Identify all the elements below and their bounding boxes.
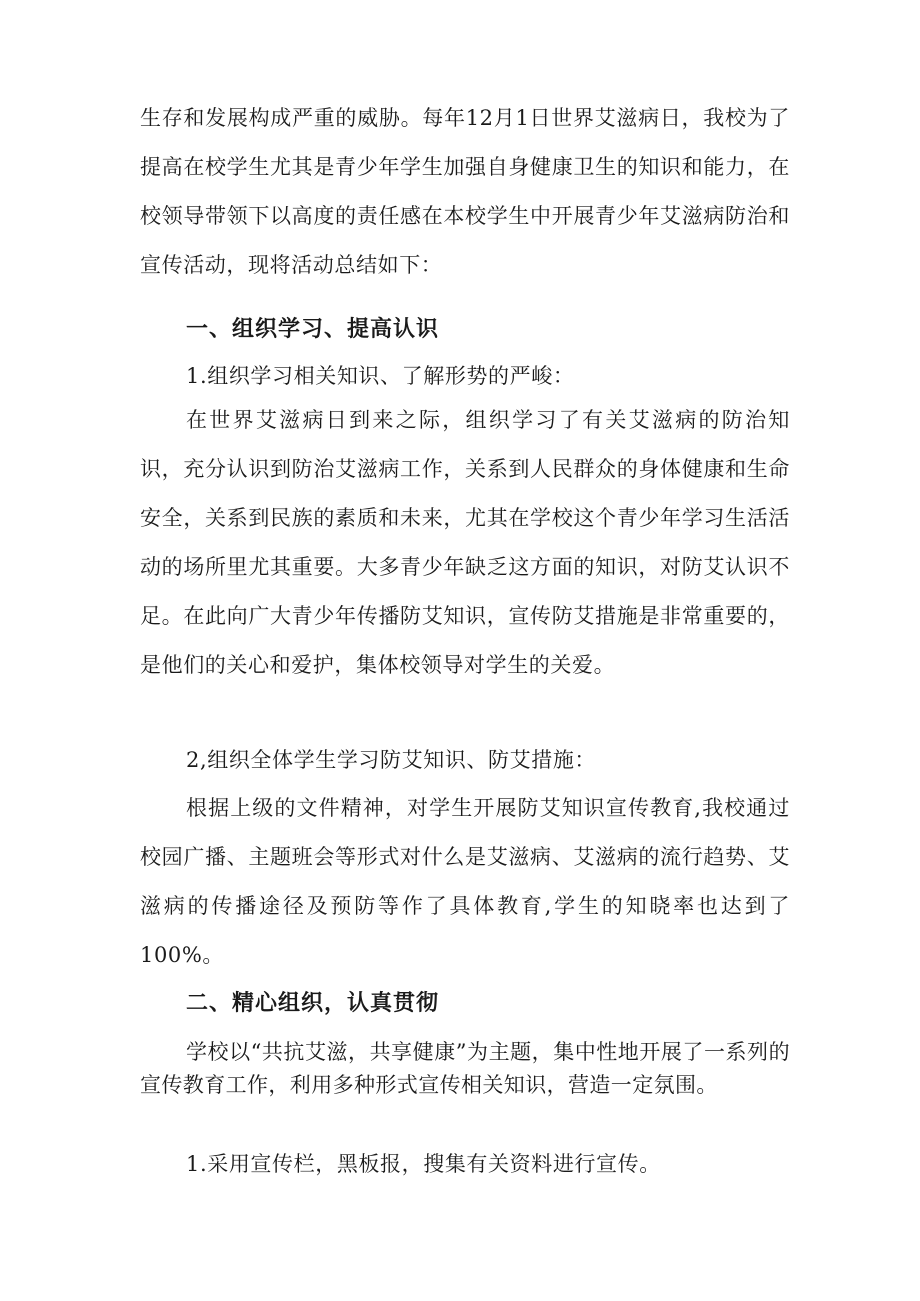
section-1-heading: 一、组织学习、提高认识 — [186, 317, 440, 342]
section-2-item-1: 1.采用宣传栏，黑板报，搜集有关资料进行宣传。 — [186, 1152, 661, 1176]
section-1-item-1-title: 1.组织学习相关知识、了解形势的严峻： — [186, 364, 575, 388]
section-1-item-2-body: 根据上级的文件精神，对学生开展防艾知识宣传教育,我校通过校园广播、主题班会等形式对什么是艾滋病、艾滋病的流行趋势、艾滋病的传播途径及预防等作了具体教育,学生的知晓率也达到了100%。 — [140, 796, 790, 967]
section-2-body: 学校以“共抗艾滋，共享健康”为主题，集中性地开展了一系列的宣传教育工作，利用多种形式宣传相关知识，营造一定氛围。 — [140, 1040, 790, 1097]
section-2-heading: 二、精心组织，认真贯彻 — [186, 991, 440, 1016]
section-1-item-2-title: 2,组织全体学生学习防艾知识、防艾措施： — [186, 748, 597, 772]
section-1-item-1-body: 在世界艾滋病日到来之际，组织学习了有关艾滋病的防治知识，充分认识到防治艾滋病工作，关系到人民群众的身体健康和生命安全，关系到民族的素质和未来，尤其在学校这个青少年学习生活活动的场所里尤其重要。大多青少年缺乏这方面的知识，对防艾认识不足。在此向广大青少年传播防艾知识，宣传防艾措施是非常重要的，是他们的关心和爱护，集体校领导对学生的关爱。 — [140, 408, 790, 677]
intro-paragraph: 生存和发展构成严重的威胁。每年12月1日世界艾滋病日，我校为了提高在校学生尤其是青少年学生加强自身健康卫生的知识和能力，在校领导带领下以高度的责任感在本校学生中开展青少年艾滋病防治和宣传活动，现将活动总结如下： — [140, 106, 790, 277]
